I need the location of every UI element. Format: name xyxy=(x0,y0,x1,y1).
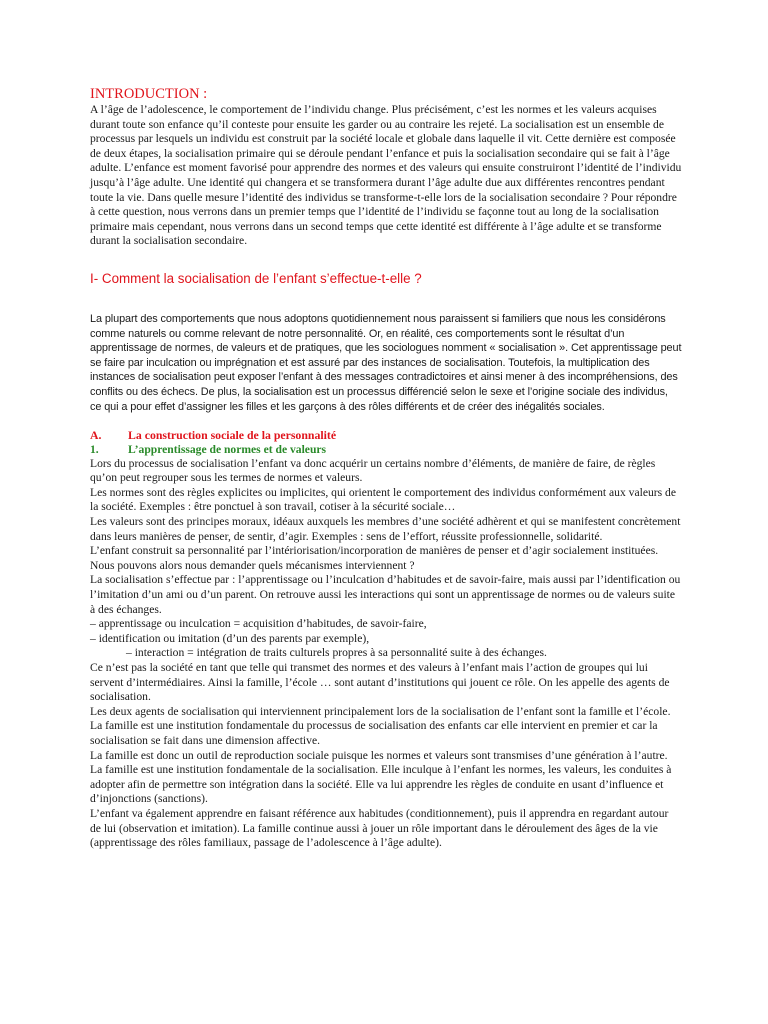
list-item: – identification ou imitation (d’un des parents par exemple), xyxy=(90,631,370,645)
body-paragraph: Les valeurs sont des principes moraux, idéaux auxquels les membres d’une société adhèrent et qui se manifestent concrètement dans leurs manières de penser, de sentir, d’agir. Exemples : sens de l’effort, réussite professionnelle, solidarité. xyxy=(90,515,681,543)
body-paragraph: Les deux agents de socialisation qui interviennent principalement lors de la socialisation de l’enfant sont la famille et l’école. xyxy=(90,704,671,718)
body-paragraph: La famille est une institution fondamentale de la socialisation. Elle inculque à l’enfant les normes, les valeurs, les conduites à adopter afin de permettre son intégration dans la société. Elle va lui apprendre les règles de conduite en usant d’influence et d’injonctions (sanctions). xyxy=(90,763,672,806)
body-paragraph: L’enfant va également apprendre en faisant référence aux habitudes (conditionnement), puis il apprendra en regardant autour de lui (observation et imitation). La famille continue aussi à jouer un rôle important dans le déroulement des âges de la vie (apprentissage des rôles familiaux, passage de l’adolescence à l’âge adulte). xyxy=(90,806,669,850)
body-paragraph: La famille est donc un outil de reproduction sociale puisque les normes et valeurs sont transmises d’une génération à l’autre. xyxy=(90,748,668,762)
document-page xyxy=(90,86,682,851)
list-item-indented: – interaction = intégration de traits culturels propres à sa personnalité suite à des échanges. xyxy=(126,646,547,660)
section-1-heading: I- Comment la socialisation de l’enfant s’effectue-t-elle ? xyxy=(90,270,422,286)
body-paragraph: La famille est une institution fondamentale du processus de socialisation des enfants car elle intervient en premier et car la socialisation se fait dans une dimension affective. xyxy=(90,719,658,747)
subsection-a-heading xyxy=(90,428,682,443)
introduction-heading: INTRODUCTION : xyxy=(90,86,208,102)
body-paragraph: Les normes sont des règles explicites ou implicites, qui orientent le comportement des individus conformément aux valeurs de la société. Exemples : être ponctuel à son travail, cotiser à la sécurité sociale… xyxy=(90,485,676,514)
body-paragraph: Ce n’est pas la société en tant que telle qui transmet des normes et des valeurs à l’enfant mais l’action de groupes qui lui servent d’intermédiaires. Ainsi la famille, l’école … sont autant d’institutions qui jouent ce rôle. On les appelle des agents de socialisation. xyxy=(90,661,670,704)
body-paragraph: Lors du processus de socialisation l’enfant va donc acquérir un certains nombre d’éléments, de manière de faire, de règles qu’on peut regrouper sous les termes de normes et valeurs. xyxy=(90,456,656,485)
body-paragraph: L’enfant construit sa personnalité par l’intériorisation/incorporation de manières de penser et d’agir socialement instituées. Nous pouvons alors nous demander quels mécanismes interviennent ? xyxy=(90,544,659,572)
section-1-paragraph: La plupart des comportements que nous adoptons quotidiennement nous paraissent si familiers que nous les considérons comme naturels ou comme relevant de notre personnalité. Or, en réalité, ces comportements sont le résultat d’un apprentissage de normes, de valeurs et de pratiques, que les sociologues nomment « socialisation ». Cet apprentissage peut se faire par inculcation ou imprégnation et est assuré par des instances de socialisation. Toutefois, la multiplication des instances de socialisation peut exposer l’enfant à des messages contradictoires et ainsi mener à des incompréhensions, des conflits ou des échecs. De plus, la socialisation est un processus différencié selon le sexe et l’origine sociale des individus, ce qui a pour effet d’assigner les filles et les garçons à des rôles différents et de créer des inégalités sociales. xyxy=(90,312,682,413)
list-item: – apprentissage ou inculcation = acquisition d’habitudes, de savoir-faire, xyxy=(90,617,427,631)
subsection-a-title: La construction sociale de la personnalité xyxy=(128,428,337,443)
subsection-1-title: L’apprentissage de normes et de valeurs xyxy=(128,442,327,456)
body-paragraph: La socialisation s’effectue par : l’apprentissage ou l’inculcation d’habitudes et de savoir-faire, mais aussi par l’identification ou l’imitation d’un ami ou d’un parent. On retrouve aussi les interactions qui sont un apprentissage de normes ou de valeurs suite à des échanges. xyxy=(90,573,681,616)
subsection-a-number: A. xyxy=(90,428,102,443)
subsection-1-number: 1. xyxy=(90,442,99,456)
subsection-1-heading xyxy=(90,443,682,457)
introduction-paragraph: A l’âge de l’adolescence, le comportement de l’individu change. Plus précisément, c’est les normes et les valeurs acquises durant toute son enfance qu’il conteste pour ensuite les garder ou au contraire les rejeté. La socialisation est un ensemble de processus par lesquels un individu est construit par la société locale et globale dans laquelle il vit. Cette dernière est composée de deux étapes, la socialisation primaire qui se déroule pendant l’enfance et puis la socialisation secondaire qui se fait à l’âge adulte. L’enfance est moment favorisé pour apprendre des normes et des valeurs qui ensuite construiront l’identité de l’individu jusqu’à l’âge adulte. Une identité qui changera et se transformera durant l’âge adulte due aux différentes rencontres pendant toute la vie. Dans quelle mesure l’identité des individus se transforme-t-elle lors de la socialisation secondaire ? Pour répondre à cette question, nous verrons dans un premier temps que l’identité de l’individu se façonne tout au long de la socialisation primaire mais cependant, nous verrons dans un second temps que cette identité est différente à l’âge adulte et se transforme durant la socialisation secondaire. xyxy=(90,103,682,248)
